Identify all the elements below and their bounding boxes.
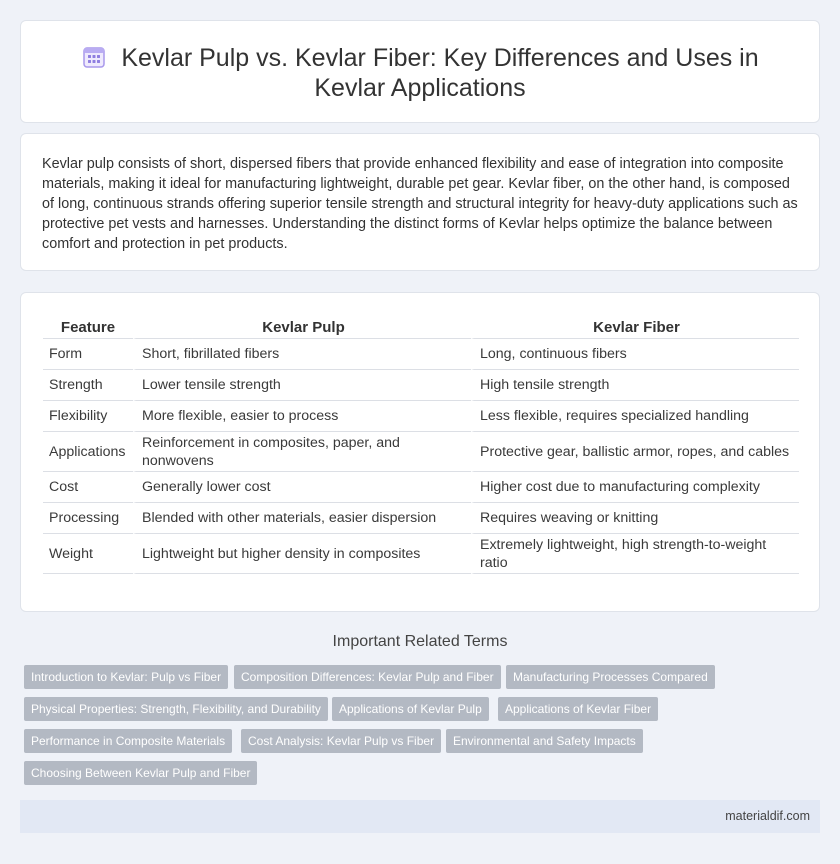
footer <box>20 800 820 833</box>
table-row <box>43 503 799 534</box>
related-term-tag[interactable]: Cost Analysis: Kevlar Pulp vs Fiber <box>241 729 441 753</box>
pulp-cell: More flexible, easier to process <box>133 401 471 432</box>
related-term-tag[interactable]: Applications of Kevlar Pulp <box>332 697 489 721</box>
feature-cell: Applications <box>43 432 133 472</box>
table-row <box>43 401 799 432</box>
table-row <box>43 534 799 574</box>
related-term-tag[interactable]: Manufacturing Processes Compared <box>506 665 715 689</box>
related-terms-heading: Important Related Terms <box>332 633 508 650</box>
pulp-cell: Generally lower cost <box>133 472 471 503</box>
page-title <box>21 43 819 103</box>
related-term-tag[interactable]: Composition Differences: Kevlar Pulp and Fiber <box>234 665 501 689</box>
header-kevlar-fiber: Kevlar Fiber <box>471 313 799 339</box>
comparison-table <box>43 313 799 574</box>
related-term-tag[interactable]: Performance in Composite Materials <box>24 729 232 753</box>
feature-cell: Flexibility <box>43 401 133 432</box>
calendar-grid-icon <box>81 44 107 70</box>
pulp-cell: Short, fibrillated fibers <box>133 339 471 370</box>
feature-cell: Cost <box>43 472 133 503</box>
fiber-cell: Requires weaving or knitting <box>471 503 799 534</box>
feature-cell: Processing <box>43 503 133 534</box>
title-card <box>20 20 820 123</box>
fiber-cell: Protective gear, ballistic armor, ropes, and cables <box>471 432 799 472</box>
table-header-row <box>43 313 799 339</box>
related-term-tag[interactable]: Physical Properties: Strength, Flexibility, and Durability <box>24 697 328 721</box>
table-row <box>43 472 799 503</box>
pulp-cell: Lightweight but higher density in composites <box>133 534 471 574</box>
fiber-cell: Less flexible, requires specialized handling <box>471 401 799 432</box>
pulp-cell: Reinforcement in composites, paper, and nonwovens <box>133 432 471 472</box>
footer-site-link[interactable]: materialdif.com <box>725 809 810 823</box>
table-row <box>43 339 799 370</box>
feature-cell: Weight <box>43 534 133 574</box>
header-kevlar-pulp: Kevlar Pulp <box>133 313 471 339</box>
fiber-cell: High tensile strength <box>471 370 799 401</box>
intro-card <box>20 133 820 271</box>
related-term-tag[interactable]: Introduction to Kevlar: Pulp vs Fiber <box>24 665 228 689</box>
intro-paragraph: Kevlar pulp consists of short, dispersed fibers that provide enhanced flexibility and ease of integration into composite materials, making it ideal for manufacturing lightweight, durable pet gear. Kevlar fiber, on the other hand, is composed of long, continuous strands offering superior tensile strength and structural integrity for heavy-duty applications such as protective pet vests and harnesses. Understanding the distinct forms of Kevlar helps optimize the balance between comfort and protection in pet products. <box>42 156 798 252</box>
table-row <box>43 432 799 472</box>
pulp-cell: Blended with other materials, easier dispersion <box>133 503 471 534</box>
related-term-tag[interactable]: Choosing Between Kevlar Pulp and Fiber <box>24 761 257 785</box>
feature-cell: Strength <box>43 370 133 401</box>
pulp-cell: Lower tensile strength <box>133 370 471 401</box>
table-row <box>43 370 799 401</box>
fiber-cell: Higher cost due to manufacturing complexity <box>471 472 799 503</box>
fiber-cell: Long, continuous fibers <box>471 339 799 370</box>
fiber-cell: Extremely lightweight, high strength-to-weight ratio <box>471 534 799 574</box>
header-feature: Feature <box>43 313 133 339</box>
related-term-tag[interactable]: Applications of Kevlar Fiber <box>498 697 658 721</box>
page-title-text: Kevlar Pulp vs. Kevlar Fiber: Key Differences and Uses in Kevlar Applications <box>121 44 759 102</box>
comparison-card <box>20 292 820 612</box>
related-term-tag[interactable]: Environmental and Safety Impacts <box>446 729 643 753</box>
feature-cell: Form <box>43 339 133 370</box>
